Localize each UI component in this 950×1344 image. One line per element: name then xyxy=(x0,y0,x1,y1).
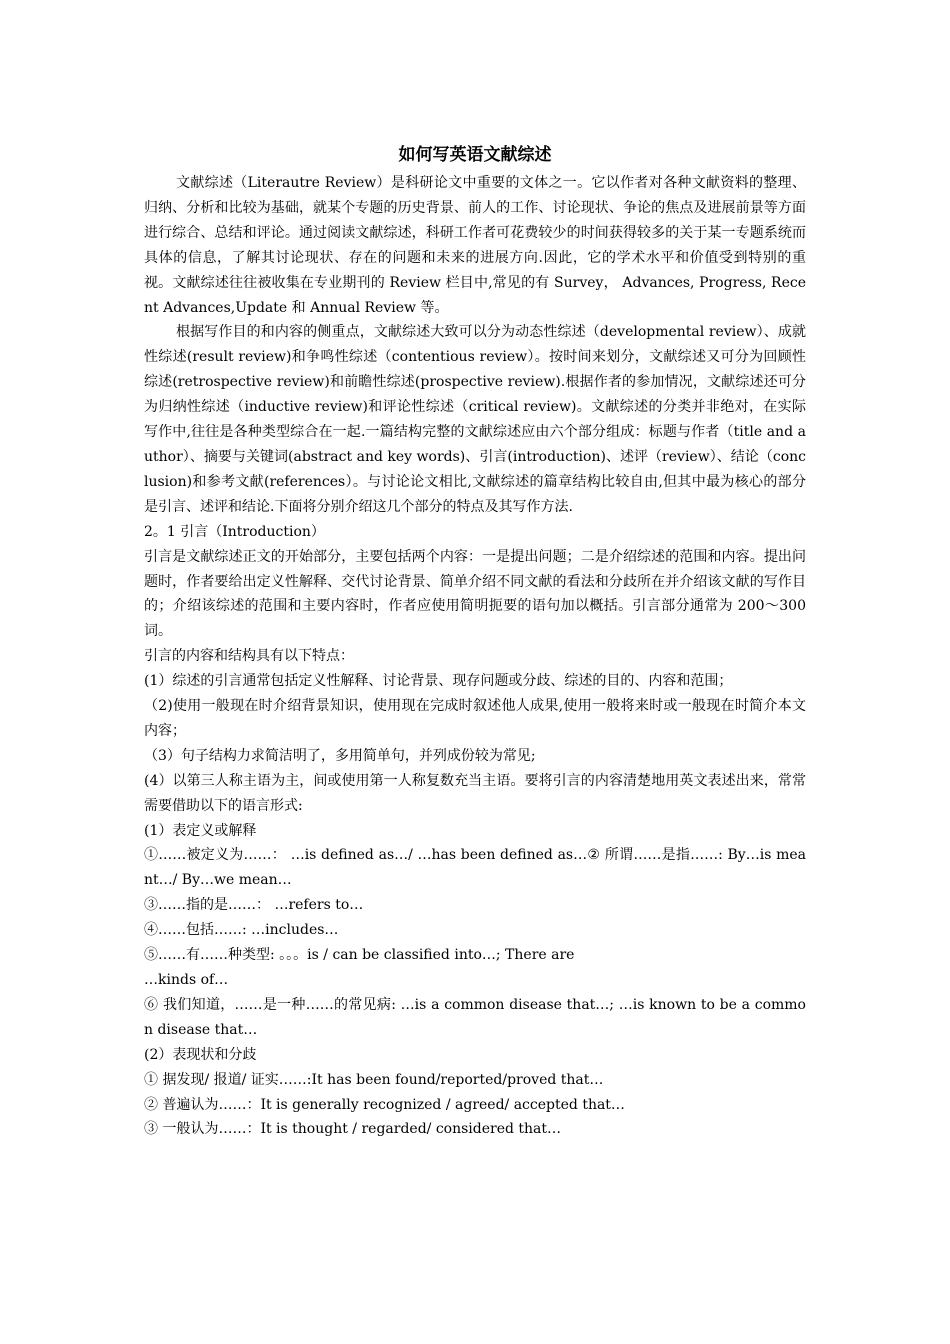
definition-pattern-item: ⑥ 我们知道，……是一种……的常见病: …is a common disease that…; …is known to be a common disease that… xyxy=(144,996,806,1038)
document-page xyxy=(144,140,806,1142)
definition-pattern-item: ③……指的是……： …refers to… xyxy=(144,897,364,914)
paragraph-introduction: 引言是文献综述正文的开始部分，主要包括两个内容：一是提出问题；二是介绍综述的范围和内容。提出问题时，作者要给出定义性解释、交代讨论背景、简单介绍不同文献的看法和分歧所在并介绍该文献的写作目的；介绍该综述的范围和主要内容时，作者应使用简明扼要的语句加以概括。引言部分通常为 200～300 词。 xyxy=(144,548,806,640)
definition-pattern-item: ⑤……有……种类型: 。。。is / can be classified into…; There are xyxy=(144,947,575,964)
definition-pattern-item: …kinds of… xyxy=(144,972,229,988)
status-pattern-item: ① 据发现/ 报道/ 证实……:It has been found/reported/proved that… xyxy=(144,1071,604,1088)
document-title: 如何写英语文献综述 xyxy=(398,145,552,165)
paragraph-review-types: 根据写作目的和内容的侧重点，文献综述大致可以分为动态性综述（developmental review）、成就性综述(result review)和争鸣性综述（contentious review）。按时间来划分，文献综述又可分为回顾性综述(retrospective review)和前瞻性综述(prospective review).根据作者的参加情况，文献综述还可分为归纳性综述（inductive review)和评论性综述（critical review)。文献综述的分类并非绝对，在实际写作中,往往是各种类型综合在一起.一篇结构完整的文献综述应由六个部分组成：标题与作者（title and author）、摘要与关键词(abstract and key words)、引言(introduction)、述评（review）、结论（conclusion)和参考文献(references）。与讨论论文相比,文献综述的篇章结构比较自由,但其中最为核心的部分是引言、述评和结论.下面将分别介绍这几个部分的特点及其写作方法. xyxy=(144,324,806,515)
subsection-heading-status: (2）表现状和分歧 xyxy=(144,1046,257,1063)
status-pattern-item: ③ 一般认为……：It is thought / regarded/ considered that… xyxy=(144,1121,562,1138)
definition-pattern-item: ④……包括……: …includes… xyxy=(144,922,339,939)
feature-item: (4）以第三人称主语为主，间或使用第一人称复数充当主语。要将引言的内容清楚地用英文表述出来，常常需要借助以下的语言形式: xyxy=(144,772,806,814)
definition-pattern-item: ①……被定义为……： …is defined as…/ …has been defined as…② 所谓……是指……: By…is meant…/ By…we mean… xyxy=(144,847,806,889)
feature-item: (1）综述的引言通常包括定义性解释、讨论背景、现存问题或分歧、综述的目的、内容和范围； xyxy=(144,673,733,690)
paragraph-literature-review-definition: 文献综述（Literautre Review）是科研论文中重要的文体之一。它以作者对各种文献资料的整理、归纳、分析和比较为基础，就某个专题的历史背景、前人的工作、讨论现状、争论的焦点及进展前景等方面进行综合、总结和评论。通过阅读文献综述，科研工作者可花费较少的时间获得较多的关于某一专题系统而具体的信息，了解其讨论现状、存在的问题和未来的进展方向.因此，它的学术水平和价值受到特别的重视。文献综述往往被收集在专业期刊的 Review 栏目中,常见的有 Survey， Advances, Progress, Recent Advances,Update 和 Annual Review 等。 xyxy=(144,175,806,316)
feature-item: （3）句子结构力求简洁明了，多用简单句，并列成份较为常见; xyxy=(144,747,536,764)
section-heading: 2。1 引言（Introduction） xyxy=(144,523,325,540)
feature-item: （2)使用一般现在时介绍背景知识，使用现在完成时叙述他人成果,使用一般将来时或一般现在时简介本文内容； xyxy=(144,698,806,739)
subsection-heading-definition: (1）表定义或解释 xyxy=(144,822,257,839)
status-pattern-item: ② 普遍认为……：It is generally recognized / agreed/ accepted that… xyxy=(144,1096,625,1113)
features-intro: 引言的内容和结构具有以下特点： xyxy=(144,648,354,665)
